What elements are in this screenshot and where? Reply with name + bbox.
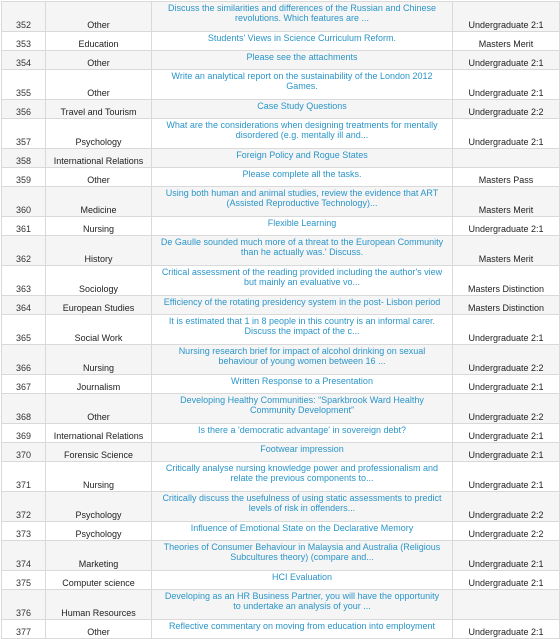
grade-cell: Undergraduate 2:2	[453, 522, 560, 541]
table-row	[2, 394, 560, 424]
essay-title-line: Write an analytical report on the sustainability of the London 2012	[171, 71, 433, 81]
grade-cell: Undergraduate 2:1	[453, 51, 560, 70]
grade-cell: Masters Merit	[453, 32, 560, 51]
essay-title-line: Influence of Emotional State on the Declarative Memory	[190, 523, 414, 533]
table-row	[2, 375, 560, 394]
grade-cell: Undergraduate 2:1	[453, 2, 560, 32]
essay-title-link[interactable]	[152, 541, 453, 571]
row-number: 368	[2, 394, 46, 424]
subject-cell: Journalism	[46, 375, 152, 394]
essay-title-link[interactable]	[152, 424, 453, 443]
subject-cell: Other	[46, 620, 152, 639]
subject-cell: Travel and Tourism	[46, 100, 152, 119]
subject-cell: Education	[46, 32, 152, 51]
table-row	[2, 217, 560, 236]
table-row	[2, 522, 560, 541]
table-row	[2, 492, 560, 522]
table-row	[2, 32, 560, 51]
table-row	[2, 571, 560, 590]
essay-title-line: than he actually was.' Discuss.	[240, 247, 364, 257]
essay-title-link[interactable]	[152, 70, 453, 100]
row-number: 356	[2, 100, 46, 119]
row-number: 358	[2, 149, 46, 168]
essay-title-line: behaviour of young women between 16 ...	[218, 356, 386, 366]
grade-cell: Undergraduate 2:1	[453, 315, 560, 345]
subject-cell: Forensic Science	[46, 443, 152, 462]
subject-cell: Human Resources	[46, 590, 152, 620]
grade-cell: Undergraduate 2:1	[453, 571, 560, 590]
essay-title-line: Students' Views in Science Curriculum Reform.	[207, 33, 397, 43]
table-row	[2, 424, 560, 443]
table-row	[2, 149, 560, 168]
essay-title-link[interactable]	[152, 590, 453, 620]
essay-title-link[interactable]	[152, 149, 453, 168]
essay-samples-table	[1, 1, 560, 639]
table-body	[2, 2, 560, 639]
grade-cell	[453, 149, 560, 168]
grade-cell: Undergraduate 2:2	[453, 492, 560, 522]
essay-title-line: revolutions. Which features are ...	[234, 13, 370, 23]
essay-title-link[interactable]	[152, 119, 453, 149]
subject-cell: Other	[46, 70, 152, 100]
essay-title-line: Is there a 'democratic advantage' in sovereign debt?	[197, 425, 407, 435]
row-number: 366	[2, 345, 46, 375]
essay-title-link[interactable]	[152, 620, 453, 639]
essay-title-link[interactable]	[152, 345, 453, 375]
row-number: 354	[2, 51, 46, 70]
table-row	[2, 100, 560, 119]
subject-cell: Other	[46, 2, 152, 32]
table-row	[2, 315, 560, 345]
subject-cell: Social Work	[46, 315, 152, 345]
essay-title-line: Written Response to a Presentation	[231, 376, 373, 386]
essay-title-line: Reflective commentary on moving from education into employment	[168, 621, 436, 631]
row-number: 376	[2, 590, 46, 620]
essay-title-line: Discuss the impact of the c...	[244, 326, 360, 336]
subject-cell: Medicine	[46, 187, 152, 217]
essay-title-link[interactable]	[152, 375, 453, 394]
essay-title-line: Please complete all the tasks.	[242, 169, 362, 179]
essay-title-line: Please see the attachments	[246, 52, 358, 62]
table-row	[2, 266, 560, 296]
row-number: 377	[2, 620, 46, 639]
essay-title-link[interactable]	[152, 51, 453, 70]
subject-cell: International Relations	[46, 149, 152, 168]
grade-cell: Undergraduate 2:1	[453, 424, 560, 443]
essay-title-link[interactable]	[152, 100, 453, 119]
row-number: 372	[2, 492, 46, 522]
grade-cell: Undergraduate 2:2	[453, 394, 560, 424]
table-row	[2, 443, 560, 462]
essay-title-line: Flexible Learning	[267, 218, 337, 228]
row-number: 355	[2, 70, 46, 100]
subject-cell: European Studies	[46, 296, 152, 315]
essay-title-link[interactable]	[152, 168, 453, 187]
row-number: 374	[2, 541, 46, 571]
row-number: 367	[2, 375, 46, 394]
row-number: 371	[2, 462, 46, 492]
table-row	[2, 620, 560, 639]
grade-cell: Undergraduate 2:1	[453, 462, 560, 492]
table-row	[2, 345, 560, 375]
grade-cell: Undergraduate 2:1	[453, 620, 560, 639]
essay-title-line: Foreign Policy and Rogue States	[236, 150, 368, 160]
essay-title-link[interactable]	[152, 2, 453, 32]
subject-cell: Computer science	[46, 571, 152, 590]
row-number: 361	[2, 217, 46, 236]
grade-cell: Undergraduate 2:1	[453, 217, 560, 236]
essay-title-line: Critically analyse nursing knowledge power and professionalism and	[165, 463, 439, 473]
grade-cell: Undergraduate 2:2	[453, 100, 560, 119]
table-row	[2, 462, 560, 492]
essay-title-link[interactable]	[152, 296, 453, 315]
essay-title-line: Footwear impression	[260, 444, 344, 454]
essay-title-line: What are the considerations when designing treatments for mentally	[166, 120, 438, 130]
subject-cell: Psychology	[46, 492, 152, 522]
essay-title-line: Developing Healthy Communities: “Sparkbrook Ward Healthy	[180, 395, 424, 405]
essay-title-line: Nursing research brief for impact of alcohol drinking on sexual	[178, 346, 426, 356]
row-number: 375	[2, 571, 46, 590]
essay-title-line: Critical assessment of the reading provided including the author's view	[161, 267, 443, 277]
table-row	[2, 236, 560, 266]
grade-cell: Undergraduate 2:1	[453, 443, 560, 462]
essay-title-link[interactable]	[152, 187, 453, 217]
essay-title-link[interactable]	[152, 394, 453, 424]
essay-title-line: Case Study Questions	[257, 101, 347, 111]
grade-cell: Masters Distinction	[453, 296, 560, 315]
subject-cell: Other	[46, 394, 152, 424]
row-number: 369	[2, 424, 46, 443]
grade-cell: Masters Distinction	[453, 266, 560, 296]
essay-title-line: Efficiency of the rotating presidency system in the post- Lisbon period	[163, 297, 441, 307]
grade-cell: Masters Merit	[453, 187, 560, 217]
row-number: 360	[2, 187, 46, 217]
table-row	[2, 541, 560, 571]
essay-title-line: Developing as an HR Business Partner, you will have the opportunity	[164, 591, 440, 601]
essay-title-link[interactable]	[152, 315, 453, 345]
grade-cell: Masters Merit	[453, 236, 560, 266]
table-row	[2, 168, 560, 187]
essay-title-line: Critically discuss the usefulness of using static assessments to predict	[162, 493, 442, 503]
subject-cell: Psychology	[46, 522, 152, 541]
subject-cell: Nursing	[46, 217, 152, 236]
essay-title-line: to undertake an analysis of your ...	[233, 601, 371, 611]
row-number: 359	[2, 168, 46, 187]
essay-title-line: Discuss the similarities and differences of the Russian and Chinese	[168, 3, 436, 13]
essay-title-link[interactable]	[152, 266, 453, 296]
essay-title-line: Theories of Consumer Behaviour in Malaysia and Australia (Religious	[163, 542, 441, 552]
essay-title-line: Community Development”	[249, 405, 355, 415]
row-number: 353	[2, 32, 46, 51]
row-number: 365	[2, 315, 46, 345]
essay-title-line: De Gaulle sounded much more of a threat to the European Community	[160, 237, 444, 247]
essay-title-line: Using both human and animal studies, review the evidence that ART	[165, 188, 439, 198]
grade-cell	[453, 590, 560, 620]
grade-cell: Undergraduate 2:2	[453, 345, 560, 375]
essay-title-link[interactable]	[152, 443, 453, 462]
table-row	[2, 296, 560, 315]
subject-cell: Psychology	[46, 119, 152, 149]
essay-title-link[interactable]	[152, 522, 453, 541]
grade-cell: Undergraduate 2:1	[453, 375, 560, 394]
row-number: 370	[2, 443, 46, 462]
table-row	[2, 187, 560, 217]
essay-title-link[interactable]	[152, 492, 453, 522]
table-row	[2, 70, 560, 100]
table-row	[2, 51, 560, 70]
grade-cell: Masters Pass	[453, 168, 560, 187]
essay-title-line: It is estimated that 1 in 8 people in this country is an informal carer.	[168, 316, 436, 326]
row-number: 364	[2, 296, 46, 315]
subject-cell: History	[46, 236, 152, 266]
essay-title-link[interactable]	[152, 236, 453, 266]
subject-cell: Other	[46, 51, 152, 70]
table-row	[2, 2, 560, 32]
essay-title-link[interactable]	[152, 32, 453, 51]
essay-title-link[interactable]	[152, 217, 453, 236]
grade-cell: Undergraduate 2:1	[453, 119, 560, 149]
essay-title-line: Games.	[286, 81, 318, 91]
grade-cell: Undergraduate 2:1	[453, 70, 560, 100]
essay-title-line: disordered (e.g. mentally ill and...	[235, 130, 369, 140]
essay-title-line: (Assisted Reproductive Technology)...	[226, 198, 378, 208]
essay-title-line: Subcultures theory) (compare and...	[230, 552, 374, 562]
subject-cell: Other	[46, 168, 152, 187]
essay-title-line: relate the previous components to...	[230, 473, 374, 483]
subject-cell: Marketing	[46, 541, 152, 571]
table-row	[2, 119, 560, 149]
essay-title-link[interactable]	[152, 571, 453, 590]
essay-title-link[interactable]	[152, 462, 453, 492]
row-number: 373	[2, 522, 46, 541]
row-number: 362	[2, 236, 46, 266]
subject-cell: Sociology	[46, 266, 152, 296]
grade-cell: Undergraduate 2:1	[453, 541, 560, 571]
essay-title-line: levels of risk in offenders...	[248, 503, 356, 513]
essay-title-line: but mainly an evaluative vo...	[243, 277, 361, 287]
subject-cell: Nursing	[46, 462, 152, 492]
subject-cell: Nursing	[46, 345, 152, 375]
essay-title-line: HCI Evaluation	[271, 572, 333, 582]
subject-cell: International Relations	[46, 424, 152, 443]
table-row	[2, 590, 560, 620]
row-number: 352	[2, 2, 46, 32]
row-number: 357	[2, 119, 46, 149]
row-number: 363	[2, 266, 46, 296]
